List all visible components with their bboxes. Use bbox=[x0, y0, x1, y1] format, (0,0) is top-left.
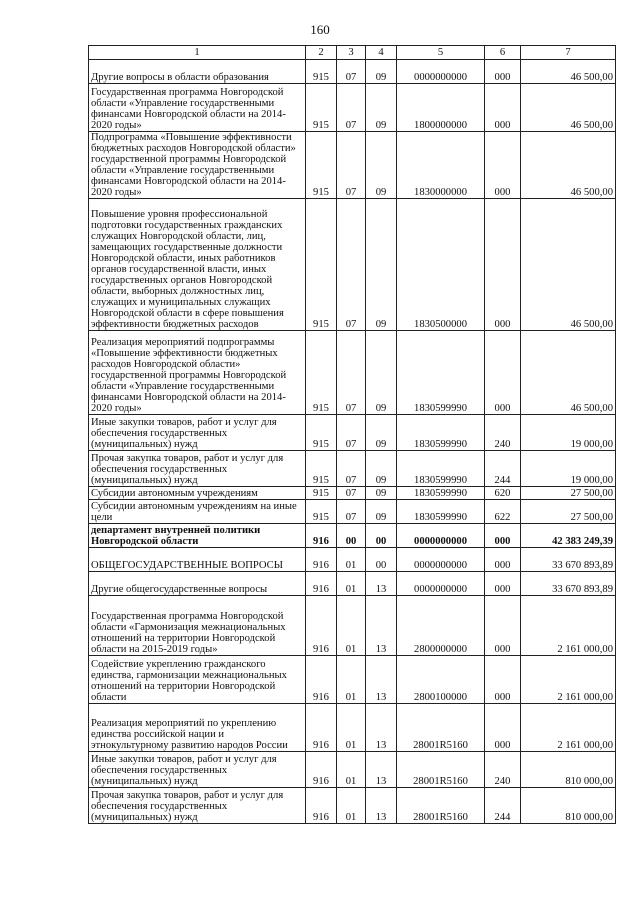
row-expense-type-cell: 240 bbox=[485, 752, 521, 788]
row-section-cell: 01 bbox=[337, 704, 366, 752]
row-section-cell: 01 bbox=[337, 572, 366, 596]
row-expense-type-cell: 000 bbox=[485, 656, 521, 704]
row-ved-cell: 916 bbox=[306, 596, 337, 656]
row-ved-cell: 916 bbox=[306, 656, 337, 704]
header-row bbox=[89, 46, 616, 60]
row-ved-cell: 916 bbox=[306, 704, 337, 752]
row-subsection-cell: 00 bbox=[366, 524, 397, 548]
table-row bbox=[89, 548, 616, 572]
row-amount-cell: 27 500,00 bbox=[521, 500, 616, 524]
table-row bbox=[89, 132, 616, 199]
row-section-cell: 00 bbox=[337, 524, 366, 548]
row-subsection-cell: 09 bbox=[366, 500, 397, 524]
row-subsection-cell: 09 bbox=[366, 132, 397, 199]
row-expense-type-cell: 244 bbox=[485, 788, 521, 824]
row-amount-cell: 810 000,00 bbox=[521, 788, 616, 824]
row-name-cell: Иные закупки товаров, работ и услуг для обеспечения государственных (муниципальных) нужд bbox=[89, 752, 306, 788]
row-name-cell: Реализация мероприятий подпрограммы «Повышение эффективности бюджетных расходов Новгородской области» государственной программы Новгородской области «Управление государственными финансами Новгородской области на 2014-2020 годы» bbox=[89, 331, 306, 415]
row-target-article-cell: 2800100000 bbox=[397, 656, 485, 704]
table-row bbox=[89, 788, 616, 824]
row-section-cell: 07 bbox=[337, 199, 366, 331]
row-ved-cell: 915 bbox=[306, 331, 337, 415]
table-row bbox=[89, 451, 616, 487]
row-name-cell: департамент внутренней политики Новгородской области bbox=[89, 524, 306, 548]
row-ved-cell: 915 bbox=[306, 415, 337, 451]
row-target-article-cell: 1830599990 bbox=[397, 500, 485, 524]
row-target-article-cell: 0000000000 bbox=[397, 548, 485, 572]
row-ved-cell: 916 bbox=[306, 572, 337, 596]
row-section-cell: 07 bbox=[337, 415, 366, 451]
row-subsection-cell: 09 bbox=[366, 84, 397, 132]
header-cell-ved: 2 bbox=[306, 46, 337, 60]
header-cell-name: 1 bbox=[89, 46, 306, 60]
row-subsection-cell: 00 bbox=[366, 548, 397, 572]
table-row bbox=[89, 752, 616, 788]
header-cell-subsection: 4 bbox=[366, 46, 397, 60]
row-target-article-cell: 2800000000 bbox=[397, 596, 485, 656]
row-subsection-cell: 09 bbox=[366, 451, 397, 487]
header-cell-section: 3 bbox=[337, 46, 366, 60]
row-ved-cell: 915 bbox=[306, 132, 337, 199]
row-expense-type-cell: 000 bbox=[485, 199, 521, 331]
row-amount-cell: 46 500,00 bbox=[521, 132, 616, 199]
row-section-cell: 07 bbox=[337, 84, 366, 132]
row-target-article-cell: 1830000000 bbox=[397, 132, 485, 199]
budget-table bbox=[88, 45, 616, 824]
row-subsection-cell: 13 bbox=[366, 596, 397, 656]
row-expense-type-cell: 622 bbox=[485, 500, 521, 524]
row-subsection-cell: 09 bbox=[366, 199, 397, 331]
row-subsection-cell: 13 bbox=[366, 572, 397, 596]
row-amount-cell: 46 500,00 bbox=[521, 331, 616, 415]
row-expense-type-cell: 240 bbox=[485, 415, 521, 451]
row-amount-cell: 46 500,00 bbox=[521, 60, 616, 84]
table-row bbox=[89, 60, 616, 84]
row-name-cell: Другие вопросы в области образования bbox=[89, 60, 306, 84]
row-amount-cell: 2 161 000,00 bbox=[521, 656, 616, 704]
row-amount-cell: 46 500,00 bbox=[521, 199, 616, 331]
row-target-article-cell: 1830599990 bbox=[397, 451, 485, 487]
row-target-article-cell: 0000000000 bbox=[397, 524, 485, 548]
row-amount-cell: 2 161 000,00 bbox=[521, 704, 616, 752]
row-expense-type-cell: 000 bbox=[485, 331, 521, 415]
table-row bbox=[89, 524, 616, 548]
table-row bbox=[89, 84, 616, 132]
row-expense-type-cell: 000 bbox=[485, 596, 521, 656]
row-target-article-cell: 1830599990 bbox=[397, 487, 485, 500]
row-amount-cell: 2 161 000,00 bbox=[521, 596, 616, 656]
row-section-cell: 07 bbox=[337, 60, 366, 84]
row-ved-cell: 915 bbox=[306, 451, 337, 487]
row-amount-cell: 27 500,00 bbox=[521, 487, 616, 500]
row-amount-cell: 33 670 893,89 bbox=[521, 548, 616, 572]
table-row bbox=[89, 572, 616, 596]
row-amount-cell: 42 383 249,39 bbox=[521, 524, 616, 548]
page-number: 160 bbox=[310, 22, 330, 37]
row-target-article-cell: 1800000000 bbox=[397, 84, 485, 132]
row-target-article-cell: 1830500000 bbox=[397, 199, 485, 331]
row-amount-cell: 19 000,00 bbox=[521, 451, 616, 487]
header-cell-amount: 7 bbox=[521, 46, 616, 60]
row-target-article-cell: 1830599990 bbox=[397, 331, 485, 415]
row-target-article-cell: 28001R5160 bbox=[397, 788, 485, 824]
row-name-cell: Государственная программа Новгородской области «Гармонизация межнациональных отношений на территории Новгородской области на 2015-2019 годы» bbox=[89, 596, 306, 656]
table-row bbox=[89, 331, 616, 415]
row-name-cell: Субсидии автономным учреждениям на иные цели bbox=[89, 500, 306, 524]
row-section-cell: 01 bbox=[337, 548, 366, 572]
row-ved-cell: 916 bbox=[306, 524, 337, 548]
table-row bbox=[89, 596, 616, 656]
row-expense-type-cell: 000 bbox=[485, 704, 521, 752]
table-row bbox=[89, 656, 616, 704]
row-amount-cell: 19 000,00 bbox=[521, 415, 616, 451]
row-section-cell: 01 bbox=[337, 752, 366, 788]
row-name-cell: Прочая закупка товаров, работ и услуг для обеспечения государственных (муниципальных) нужд bbox=[89, 788, 306, 824]
row-name-cell: Повышение уровня профессиональной подготовки государственных гражданских служащих Новгородской области, лиц, замещающих государственные должности Новгородской области, иных работников органов государственной власти, иных государственных органов Новгородской области, выборных должностных лиц, служащих и муниципальных служащих Новгородской области в сфере повышения эффективности бюджетных расходов bbox=[89, 199, 306, 331]
row-name-cell: ОБЩЕГОСУДАРСТВЕННЫЕ ВОПРОСЫ bbox=[89, 548, 306, 572]
row-target-article-cell: 1830599990 bbox=[397, 415, 485, 451]
row-target-article-cell: 28001R5160 bbox=[397, 752, 485, 788]
table-row bbox=[89, 704, 616, 752]
row-ved-cell: 915 bbox=[306, 84, 337, 132]
header-cell-target-article: 5 bbox=[397, 46, 485, 60]
row-subsection-cell: 09 bbox=[366, 487, 397, 500]
row-expense-type-cell: 000 bbox=[485, 572, 521, 596]
row-expense-type-cell: 000 bbox=[485, 548, 521, 572]
row-target-article-cell: 0000000000 bbox=[397, 572, 485, 596]
table-row bbox=[89, 487, 616, 500]
row-section-cell: 07 bbox=[337, 331, 366, 415]
row-name-cell: Субсидии автономным учреждениям bbox=[89, 487, 306, 500]
row-section-cell: 01 bbox=[337, 596, 366, 656]
row-name-cell: Подпрограмма «Повышение эффективности бюджетных расходов Новгородской области» государственной программы Новгородской области «Управление государственными финансами Новгородской области на 2014-2020 годы» bbox=[89, 132, 306, 199]
row-subsection-cell: 09 bbox=[366, 415, 397, 451]
row-subsection-cell: 09 bbox=[366, 60, 397, 84]
table-row bbox=[89, 500, 616, 524]
row-section-cell: 07 bbox=[337, 132, 366, 199]
row-name-cell: Прочая закупка товаров, работ и услуг для обеспечения государственных (муниципальных) нужд bbox=[89, 451, 306, 487]
row-expense-type-cell: 000 bbox=[485, 84, 521, 132]
row-subsection-cell: 13 bbox=[366, 656, 397, 704]
row-amount-cell: 46 500,00 bbox=[521, 84, 616, 132]
row-subsection-cell: 13 bbox=[366, 752, 397, 788]
row-subsection-cell: 09 bbox=[366, 331, 397, 415]
row-expense-type-cell: 620 bbox=[485, 487, 521, 500]
row-section-cell: 07 bbox=[337, 500, 366, 524]
row-amount-cell: 33 670 893,89 bbox=[521, 572, 616, 596]
row-subsection-cell: 13 bbox=[366, 704, 397, 752]
row-name-cell: Государственная программа Новгородской области «Управление государственными финансами Новгородской области на 2014-2020 годы» bbox=[89, 84, 306, 132]
row-expense-type-cell: 000 bbox=[485, 60, 521, 84]
header-cell-expense-type: 6 bbox=[485, 46, 521, 60]
row-ved-cell: 915 bbox=[306, 199, 337, 331]
row-expense-type-cell: 000 bbox=[485, 132, 521, 199]
row-ved-cell: 916 bbox=[306, 788, 337, 824]
row-ved-cell: 915 bbox=[306, 500, 337, 524]
row-ved-cell: 915 bbox=[306, 487, 337, 500]
row-ved-cell: 916 bbox=[306, 548, 337, 572]
row-name-cell: Иные закупки товаров, работ и услуг для обеспечения государственных (муниципальных) нужд bbox=[89, 415, 306, 451]
table-row bbox=[89, 199, 616, 331]
row-ved-cell: 915 bbox=[306, 60, 337, 84]
row-amount-cell: 810 000,00 bbox=[521, 752, 616, 788]
row-expense-type-cell: 244 bbox=[485, 451, 521, 487]
row-subsection-cell: 13 bbox=[366, 788, 397, 824]
row-section-cell: 01 bbox=[337, 788, 366, 824]
row-ved-cell: 916 bbox=[306, 752, 337, 788]
row-expense-type-cell: 000 bbox=[485, 524, 521, 548]
row-section-cell: 01 bbox=[337, 656, 366, 704]
row-name-cell: Другие общегосударственные вопросы bbox=[89, 572, 306, 596]
table-row bbox=[89, 415, 616, 451]
row-section-cell: 07 bbox=[337, 487, 366, 500]
row-name-cell: Содействие укреплению гражданского единства, гармонизации межнациональных отношений на территории Новгородской области bbox=[89, 656, 306, 704]
row-section-cell: 07 bbox=[337, 451, 366, 487]
row-target-article-cell: 0000000000 bbox=[397, 60, 485, 84]
row-target-article-cell: 28001R5160 bbox=[397, 704, 485, 752]
row-name-cell: Реализация мероприятий по укреплению единства российской нации и этнокультурному развитию народов России bbox=[89, 704, 306, 752]
